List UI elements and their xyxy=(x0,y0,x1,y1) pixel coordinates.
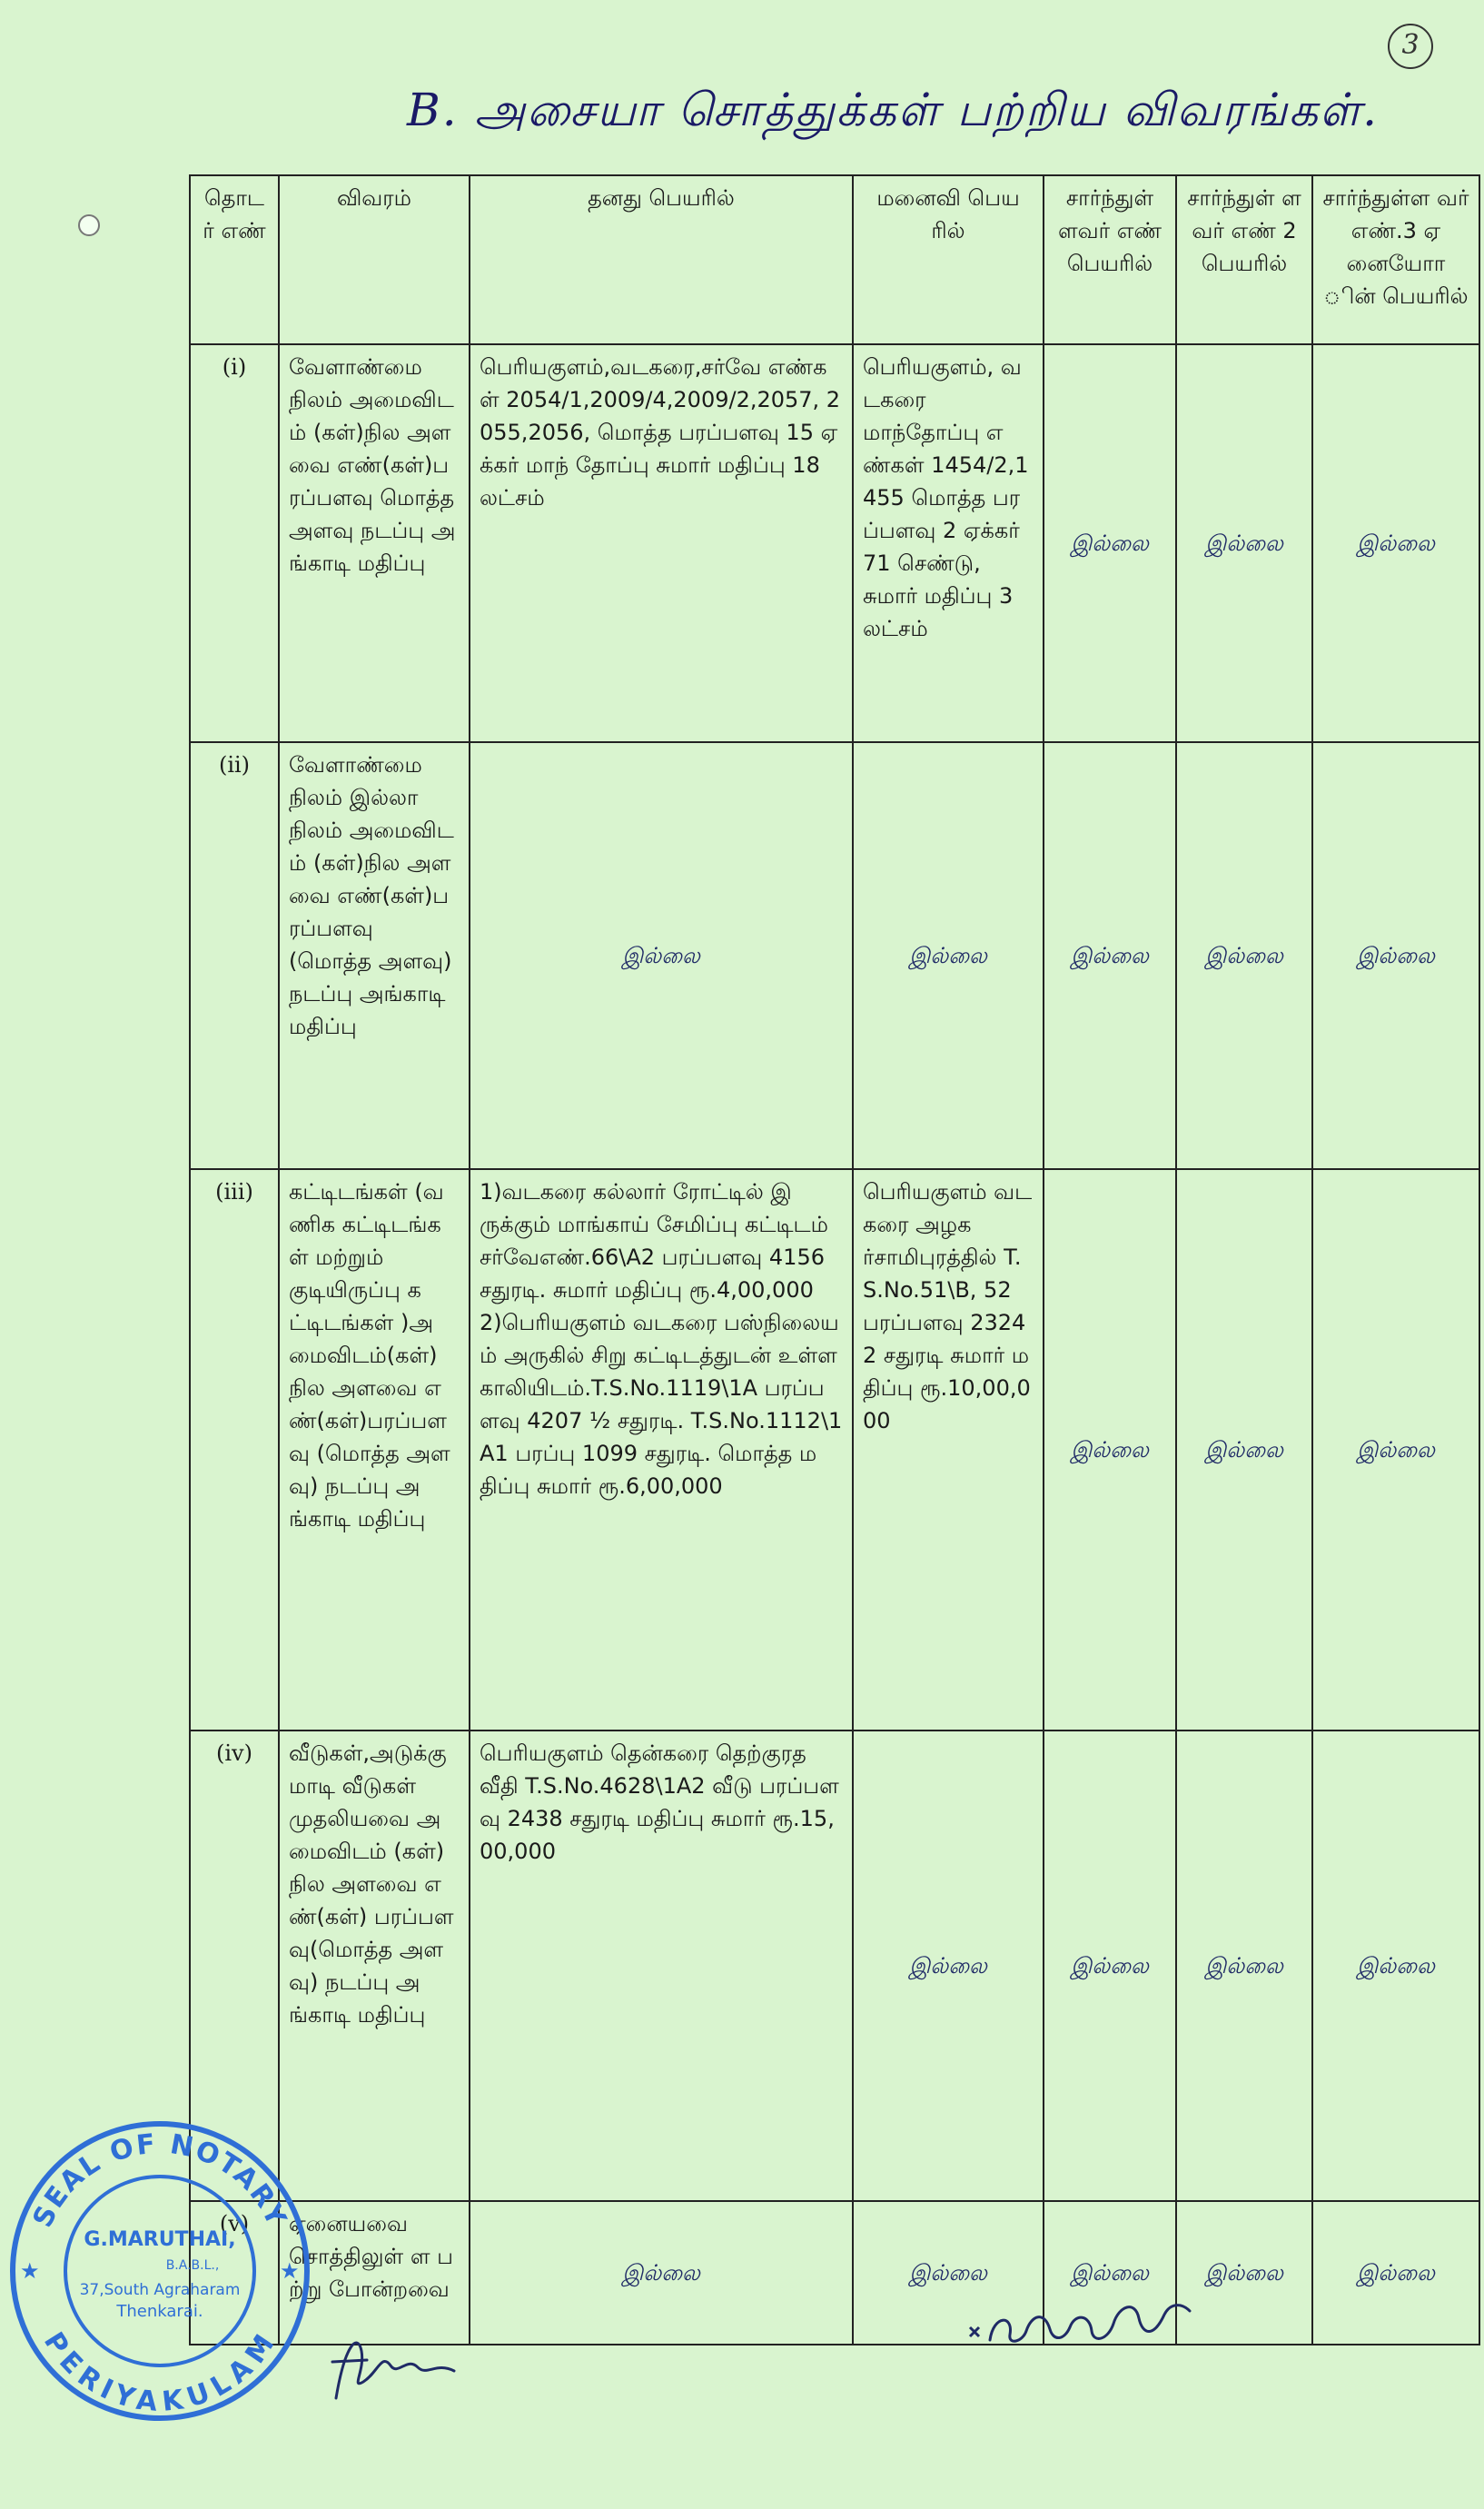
seal-star-icon: ★ xyxy=(20,2258,40,2284)
nil-entry: இல்லை xyxy=(1176,742,1312,1169)
nil-entry: இல்லை xyxy=(1176,2201,1312,2345)
nil-entry: இல்லை xyxy=(1312,1169,1479,1731)
svg-text:PERIYAKULAM xyxy=(37,2326,282,2418)
header-details: விவரம் xyxy=(279,175,470,344)
row-self-value: 1)வடகரை கல்லார் ரோட்டில் இருக்கும் மாங்காய் சேமிப்பு கட்டிடம் சர்வேஎண்.66\A2 பரப்பளவு 4156 சதுரடி. சுமார் மதிப்பு ரூ.4,00,000 2)பெரியகுளம் வடகரை பஸ்நிலையம் அருகில் சிறு கட்டிடத்துடன் உள்ள காலியிடம்.T.S.No.1119\1A பரப்பளவு 4207 ½ சதுரடி. T.S.No.1112\1A1 பரப்பு 1099 சதுரடி. மொத்த மதிப்பு சுமார் ரூ.6,00,000 xyxy=(470,1169,853,1731)
notary-signature xyxy=(327,2326,463,2407)
seal-address-line-2: Thenkarai. xyxy=(116,2302,203,2321)
nil-entry: இல்லை xyxy=(853,742,1044,1169)
nil-entry: இல்லை xyxy=(1044,1169,1176,1731)
nil-entry: இல்லை xyxy=(1312,742,1479,1169)
nil-entry: இல்லை xyxy=(1044,1731,1176,2201)
nil-entry: இல்லை xyxy=(1312,344,1479,742)
row-serial: (iv) xyxy=(190,1731,279,2201)
row-details: வீடுகள்,அடுக்கு மாடி வீடுகள் முதலியவை அமைவிடம் (கள்) நில அளவை எண்(கள்) பரப்பளவு(மொத்த அளவு) நடப்பு அங்காடி மதிப்பு xyxy=(279,1731,470,2201)
declarant-signature xyxy=(963,2287,1199,2360)
row-details: கட்டிடங்கள் (வணிக கட்டிடங்கள் மற்றும் குடியிருப்பு கட்டிடங்கள் )அமைவிடம்(கள்) நில அளவை எண்(கள்)பரப்பளவு (மொத்த அளவு) நடப்பு அங்காடி மதிப்பு xyxy=(279,1169,470,1731)
punch-hole xyxy=(78,214,100,236)
row-serial: (iii) xyxy=(190,1169,279,1731)
page-heading: B. அசையா சொத்துக்கள் பற்றிய விவரங்கள். xyxy=(407,84,1379,136)
nil-entry: இல்லை xyxy=(1044,742,1176,1169)
row-spouse-value: பெரியகுளம், வடகரை மாந்தோப்பு எண்கள் 1454/2,1455 மொத்த பரப்பளவு 2 ஏக்கர் 71 செண்டு,சுமார் மதிப்பு 3 லட்சம் xyxy=(853,344,1044,742)
row-details: ஏனையவை சொத்திலுள் ள பற்று போன்றவை xyxy=(279,2201,470,2345)
row-serial: (v) xyxy=(190,2201,279,2345)
nil-entry: இல்லை xyxy=(1312,1731,1479,2201)
header-dependent-3: சார்ந்துள்ள வர் எண்.3 ஏனையோா ின் பெயரில் xyxy=(1312,175,1479,344)
seal-star-icon: ★ xyxy=(280,2258,300,2284)
table-row xyxy=(190,2201,1479,2345)
nil-entry: இல்லை xyxy=(470,742,853,1169)
seal-address-line-1: 37,South Agraharam xyxy=(79,2281,241,2299)
notary-seal xyxy=(5,2117,314,2425)
nil-entry: இல்லை xyxy=(1176,1169,1312,1731)
row-self-value: பெரியகுளம் தென்கரை தெற்குரதவீதி T.S.No.4628\1A2 வீடு பரப்பளவு 2438 சதுரடி மதிப்பு சுமார் ரூ.15,00,000 xyxy=(470,1731,853,2201)
nil-entry: இல்லை xyxy=(1312,2201,1479,2345)
header-self: தனது பெயரில் xyxy=(470,175,853,344)
row-serial: (ii) xyxy=(190,742,279,1169)
table-row xyxy=(190,344,1479,742)
nil-entry: இல்லை xyxy=(853,1731,1044,2201)
nil-entry: இல்லை xyxy=(1044,2201,1176,2345)
svg-text:SEAL OF NOTARY xyxy=(27,2128,293,2233)
row-spouse-value: பெரியகுளம் வடகரை அழகர்சாமிபுரத்தில் T.S.No.51\B, 52 பரப்பளவு 23242 சதுரடி சுமார் மதிப்பு ரூ.10,00,000 xyxy=(853,1169,1044,1731)
row-self-value: பெரியகுளம்,வடகரை,சர்வே எண்கள் 2054/1,2009/4,2009/2,2057, 2055,2056, மொத்த பரப்பளவு 15 ஏக்கர் மாந் தோப்பு சுமார் மதிப்பு 18 லட்சம் xyxy=(470,344,853,742)
header-spouse: மனைவி பெயரில் xyxy=(853,175,1044,344)
row-serial: (i) xyxy=(190,344,279,742)
nil-entry: இல்லை xyxy=(1176,344,1312,742)
seal-name: G.MARUTHAI, xyxy=(84,2228,236,2251)
immovable-assets-table xyxy=(189,174,1480,2345)
nil-entry: இல்லை xyxy=(1044,344,1176,742)
row-details: வேளாண்மை நிலம் அமைவிடம் (கள்)நில அளவை எண்(கள்)பரப்பளவு மொத்த அளவு நடப்பு அங்காடி மதிப்பு xyxy=(279,344,470,742)
header-dependent-2: சார்ந்துள் ளவர் எண் 2 பெயரில் xyxy=(1176,175,1312,344)
seal-ring-bottom: PERIYAKULAM xyxy=(37,2326,282,2419)
table-row xyxy=(190,1731,1479,2201)
table-header-row xyxy=(190,175,1479,344)
seal-ring-top: SEAL OF NOTARY xyxy=(26,2127,293,2233)
seal-degree: B.A.B.L., xyxy=(165,2258,220,2273)
nil-entry: இல்லை xyxy=(1176,1731,1312,2201)
nil-entry: இல்லை xyxy=(470,2201,853,2345)
page-number: 3 xyxy=(1388,24,1433,69)
table-row xyxy=(190,742,1479,1169)
header-serial: தொடர் எண் xyxy=(190,175,279,344)
table-row xyxy=(190,1169,1479,1731)
nil-entry: இல்லை xyxy=(853,2201,1044,2345)
row-details: வேளாண்மை நிலம் இல்லா நிலம் அமைவிடம் (கள்)நில அளவை எண்(கள்)பரப்பளவு (மொத்த அளவு)நடப்பு அங்காடி மதிப்பு xyxy=(279,742,470,1169)
header-dependent-1: சார்ந்துள் ளவர் எண் பெயரில் xyxy=(1044,175,1176,344)
